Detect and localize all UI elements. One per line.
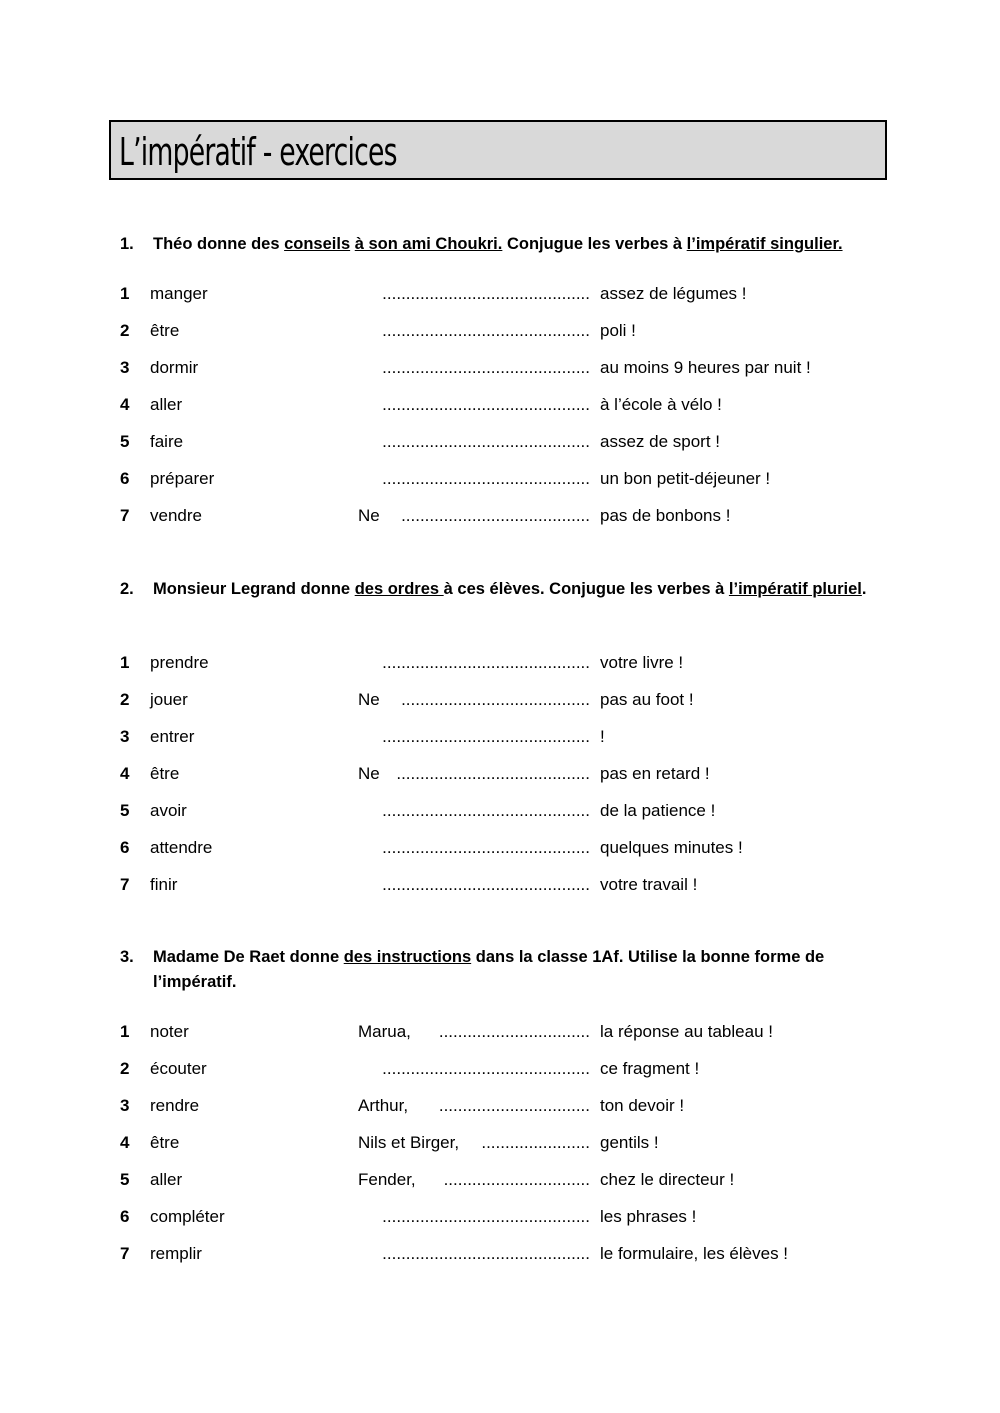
dotted-line: ............................................	[382, 653, 590, 672]
dotted-line: ............................................	[382, 1207, 590, 1226]
item-number: 2	[120, 690, 130, 709]
sentence-ending: au moins 9 heures par nuit !	[600, 358, 811, 377]
underlined-text: l’impératif singulier.	[686, 235, 843, 253]
sentence-ending: à l’école à vélo !	[600, 395, 722, 414]
dotted-line: ........................................	[401, 690, 590, 709]
exercise-number: 2.	[120, 580, 134, 598]
exercise-row	[0, 1167, 1000, 1193]
verb-infinitive: aller	[150, 395, 183, 414]
exercise-row	[0, 355, 1000, 381]
exercise-row	[0, 281, 1000, 307]
page-title: L’impératif - exercices	[119, 130, 397, 174]
item-number: 6	[120, 1207, 130, 1226]
verb-infinitive: être	[150, 764, 180, 783]
verb-infinitive: prendre	[150, 653, 209, 672]
item-number: 4	[120, 1133, 130, 1152]
exercise-row	[0, 761, 1000, 787]
sentence-ending: assez de légumes !	[600, 284, 747, 303]
verb-infinitive: remplir	[150, 1244, 202, 1263]
sentence-ending: de la patience !	[600, 801, 716, 820]
exercise-number: 3.	[120, 948, 134, 966]
underlined-text: des instructions	[343, 948, 472, 966]
sentence-ending: pas au foot !	[600, 690, 694, 709]
item-number: 1	[120, 1022, 130, 1041]
verb-infinitive: écouter	[150, 1059, 207, 1078]
underlined-text: l’impératif pluriel	[728, 580, 862, 598]
verb-infinitive: faire	[150, 432, 184, 451]
answer-blank[interactable]	[358, 724, 590, 750]
answer-blank[interactable]	[358, 835, 590, 861]
item-number: 7	[120, 1244, 130, 1263]
item-number: 1	[120, 284, 130, 303]
exercise-row	[0, 1204, 1000, 1230]
exercise-3-instruction	[120, 945, 880, 995]
answer-blank[interactable]	[358, 1056, 590, 1082]
answer-blank[interactable]	[358, 281, 590, 307]
exercise-row	[0, 1241, 1000, 1267]
verb-infinitive: noter	[150, 1022, 189, 1041]
instruction-fragment: Théo donne des	[153, 235, 285, 253]
verb-infinitive: être	[150, 321, 180, 340]
answer-blank[interactable]	[358, 872, 590, 898]
item-number: 3	[120, 727, 130, 746]
item-number: 4	[120, 395, 130, 414]
sentence-ending: votre travail !	[600, 875, 698, 894]
dotted-line: ............................................	[382, 875, 590, 894]
instruction-fragment: Conjugue les verbes à	[502, 235, 687, 253]
sentence-ending: ce fragment !	[600, 1059, 700, 1078]
blank-prefix: Fender,	[358, 1170, 416, 1189]
sentence-ending: la réponse au tableau !	[600, 1022, 773, 1041]
dotted-line: .......................	[481, 1133, 590, 1152]
verb-infinitive: entrer	[150, 727, 195, 746]
underlined-text: des ordres	[354, 580, 444, 598]
answer-blank[interactable]	[358, 1130, 590, 1156]
dotted-line: ............................................	[382, 284, 590, 303]
dotted-line: ........................................	[401, 506, 590, 525]
sentence-ending: !	[600, 727, 605, 746]
item-number: 2	[120, 1059, 130, 1078]
item-number: 5	[120, 432, 130, 451]
blank-prefix: Arthur,	[358, 1096, 409, 1115]
dotted-line: ............................................	[382, 469, 590, 488]
verb-infinitive: attendre	[150, 838, 213, 857]
sentence-ending: votre livre !	[600, 653, 684, 672]
exercise-2-instruction	[120, 577, 880, 602]
underlined-text: conseils	[284, 235, 351, 253]
exercise-row	[0, 429, 1000, 455]
sentence-ending: le formulaire, les élèves !	[600, 1244, 789, 1263]
exercise-row	[0, 1019, 1000, 1045]
item-number: 1	[120, 653, 130, 672]
verb-infinitive: vendre	[150, 506, 202, 525]
instruction-fragment: Madame De Raet donne	[153, 948, 344, 966]
verb-infinitive: préparer	[150, 469, 215, 488]
sentence-ending: chez le directeur !	[600, 1170, 735, 1189]
exercise-row	[0, 650, 1000, 676]
verb-infinitive: avoir	[150, 801, 187, 820]
answer-blank[interactable]	[358, 466, 590, 492]
blank-prefix: Ne	[358, 690, 380, 709]
item-number: 7	[120, 875, 130, 894]
verb-infinitive: jouer	[150, 690, 188, 709]
sentence-ending: pas de bonbons !	[600, 506, 731, 525]
answer-blank[interactable]	[358, 429, 590, 455]
item-number: 5	[120, 1170, 130, 1189]
exercise-row	[0, 318, 1000, 344]
exercise-number: 1.	[120, 235, 134, 253]
sentence-ending: ton devoir !	[600, 1096, 685, 1115]
sentence-ending: les phrases !	[600, 1207, 697, 1226]
dotted-line: ............................................	[382, 358, 590, 377]
instruction-text	[153, 577, 880, 602]
item-number: 5	[120, 801, 130, 820]
exercise-row	[0, 392, 1000, 418]
answer-blank[interactable]	[358, 1093, 590, 1119]
dotted-line: ............................................	[382, 395, 590, 414]
instruction-fragment: Monsieur Legrand donne	[153, 580, 355, 598]
item-number: 6	[120, 838, 130, 857]
answer-blank[interactable]	[358, 761, 590, 787]
item-number: 6	[120, 469, 130, 488]
sentence-ending: un bon petit-déjeuner !	[600, 469, 771, 488]
instruction-fragment: à ces élèves. Conjugue les verbes à	[443, 580, 729, 598]
exercise-row	[0, 724, 1000, 750]
title-box	[109, 120, 887, 180]
answer-blank[interactable]	[358, 1019, 590, 1045]
answer-blank[interactable]	[358, 318, 590, 344]
verb-infinitive: aller	[150, 1170, 183, 1189]
instruction-fragment: .	[861, 580, 867, 598]
exercise-row	[0, 1093, 1000, 1119]
sentence-ending: gentils !	[600, 1133, 659, 1152]
dotted-line: ...............................	[443, 1170, 590, 1189]
item-number: 3	[120, 1096, 130, 1115]
dotted-line: ................................	[438, 1096, 590, 1115]
underlined-text: à son ami Choukri.	[354, 235, 503, 253]
sentence-ending: pas en retard !	[600, 764, 710, 783]
verb-infinitive: dormir	[150, 358, 199, 377]
item-number: 4	[120, 764, 130, 783]
dotted-line: ............................................	[382, 801, 590, 820]
exercise-row	[0, 835, 1000, 861]
answer-blank[interactable]	[358, 1204, 590, 1230]
dotted-line: ............................................	[382, 432, 590, 451]
sentence-ending: poli !	[600, 321, 636, 340]
answer-blank[interactable]	[358, 650, 590, 676]
dotted-line: ............................................	[382, 321, 590, 340]
verb-infinitive: finir	[150, 875, 178, 894]
answer-blank[interactable]	[358, 798, 590, 824]
dotted-line: .........................................	[396, 764, 590, 783]
answer-blank[interactable]	[358, 1241, 590, 1267]
answer-blank[interactable]	[358, 1167, 590, 1193]
exercise-row	[0, 798, 1000, 824]
verb-infinitive: être	[150, 1133, 180, 1152]
answer-blank[interactable]	[358, 503, 590, 529]
answer-blank[interactable]	[358, 687, 590, 713]
dotted-line: ............................................	[382, 1059, 590, 1078]
exercise-row	[0, 1056, 1000, 1082]
instruction-text	[153, 232, 880, 257]
answer-blank[interactable]	[358, 355, 590, 381]
exercise-row	[0, 503, 1000, 529]
exercise-row	[0, 466, 1000, 492]
exercise-1-instruction	[120, 232, 880, 257]
dotted-line: ................................	[438, 1022, 590, 1041]
verb-infinitive: compléter	[150, 1207, 225, 1226]
item-number: 2	[120, 321, 130, 340]
sentence-ending: quelques minutes !	[600, 838, 743, 857]
sentence-ending: assez de sport !	[600, 432, 721, 451]
dotted-line: ............................................	[382, 838, 590, 857]
item-number: 3	[120, 358, 130, 377]
dotted-line: ............................................	[382, 727, 590, 746]
exercise-row	[0, 687, 1000, 713]
blank-prefix: Ne	[358, 506, 380, 525]
instruction-text	[153, 945, 880, 995]
item-number: 7	[120, 506, 130, 525]
verb-infinitive: manger	[150, 284, 208, 303]
verb-infinitive: rendre	[150, 1096, 200, 1115]
instruction-fragment: dans la classe 1Af. Utilise la bonne forme de l’impératif.	[153, 948, 825, 991]
blank-prefix: Marua,	[358, 1022, 411, 1041]
dotted-line: ............................................	[382, 1244, 590, 1263]
exercise-row	[0, 1130, 1000, 1156]
answer-blank[interactable]	[358, 392, 590, 418]
blank-prefix: Ne	[358, 764, 380, 783]
exercise-row	[0, 872, 1000, 898]
blank-prefix: Nils et Birger,	[358, 1133, 460, 1152]
